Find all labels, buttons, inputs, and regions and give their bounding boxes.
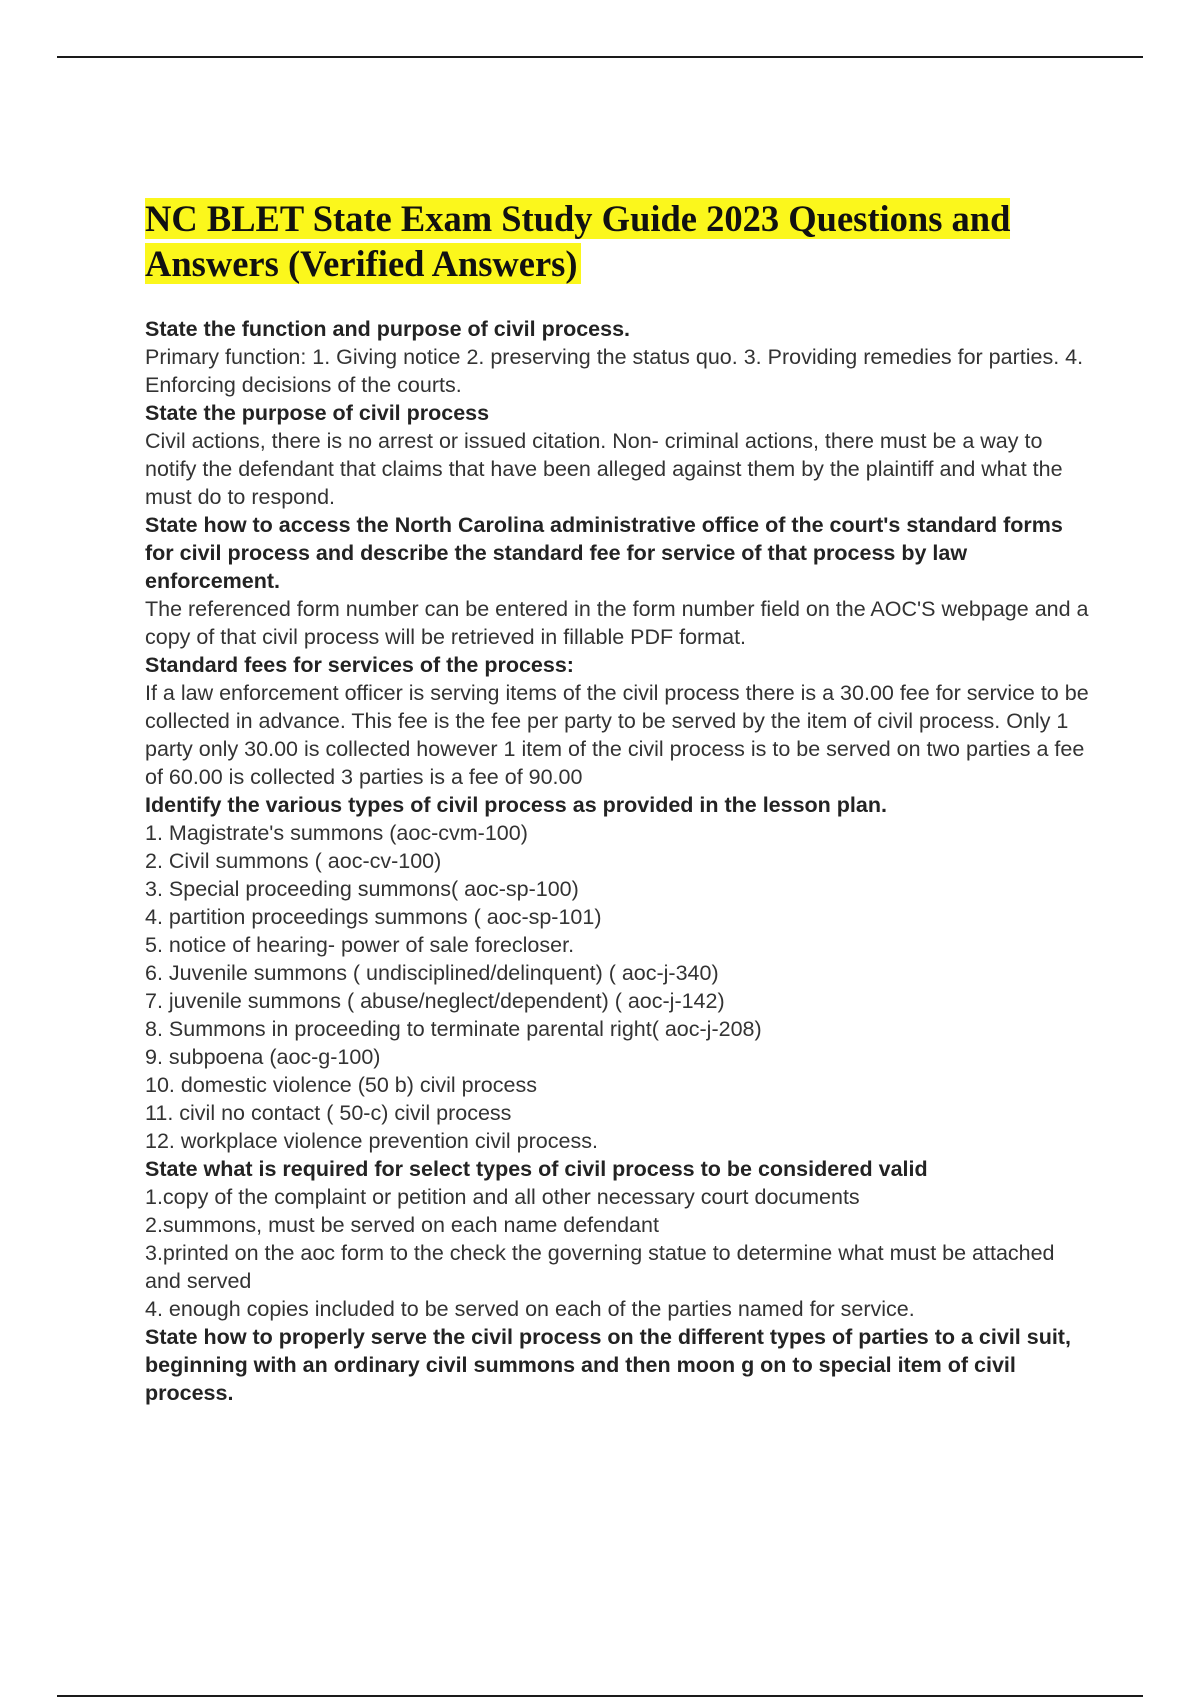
question-heading: Identify the various types of civil process as provided in the lesson plan. [145,793,887,817]
question-heading: Standard fees for services of the process: [145,653,574,677]
list-item: 12. workplace violence prevention civil process. [145,1129,598,1153]
document-title [145,196,1085,286]
question-heading: State the function and purpose of civil process. [145,317,631,341]
list-item: 2.summons, must be served on each name defendant [145,1213,659,1237]
answer-text: If a law enforcement officer is serving items of the civil process there is a 30.00 fee for service to be collected in advance. This fee is the fee per party to be served by the item of civil process. Only 1 party only 30.00 is collected however 1 item of the civil process is to be served on two parties a fee of 60.00 is collected 3 parties is a fee of 90.00 [145,681,1089,789]
list-item: 2. Civil summons ( aoc-cv-100) [145,849,442,873]
list-item: 3.printed on the aoc form to the check the governing statue to determine what must be attached and served [145,1241,1055,1293]
answer-text: Primary function: 1. Giving notice 2. preserving the status quo. 3. Providing remedies for parties. 4. Enforcing decisions of the courts. [145,345,1084,397]
list-item: 3. Special proceeding summons( aoc-sp-100) [145,877,579,901]
answer-text: Civil actions, there is no arrest or issued citation. Non- criminal actions, there must be a way to notify the defendant that claims that have been alleged against them by the plaintiff and what the must do to respond. [145,429,1063,509]
question-heading: State the purpose of civil process [145,401,490,425]
list-item: 6. Juvenile summons ( undisciplined/delinquent) ( aoc-j-340) [145,961,719,985]
list-item: 1. Magistrate's summons (aoc-cvm-100) [145,821,528,845]
answer-text: The referenced form number can be entered in the form number field on the AOC'S webpage and a copy of that civil process will be retrieved in fillable PDF format. [145,597,1089,649]
list-item: 1.copy of the complaint or petition and all other necessary court documents [145,1185,860,1209]
question-heading: State how to properly serve the civil process on the different types of parties to a civil suit, beginning with an ordinary civil summons and then moon g on to special item of civil process. [145,1325,1071,1405]
title-highlight: NC BLET State Exam Study Guide 2023 Questions and Answers (Verified Answers) [145,198,1011,284]
top-rule [57,56,1143,58]
document-body [145,315,1095,1407]
list-item: 9. subpoena (aoc-g-100) [145,1045,381,1069]
question-heading: State what is required for select types of civil process to be considered valid [145,1157,928,1181]
list-item: 5. notice of hearing- power of sale forecloser. [145,933,575,957]
list-item: 4. enough copies included to be served on each of the parties named for service. [145,1297,915,1321]
bottom-rule [57,1695,1143,1697]
list-item: 11. civil no contact ( 50-c) civil process [145,1101,512,1125]
list-item: 10. domestic violence (50 b) civil process [145,1073,537,1097]
list-item: 4. partition proceedings summons ( aoc-sp-101) [145,905,602,929]
question-heading: State how to access the North Carolina administrative office of the court's standard forms for civil process and describe the standard fee for service of that process by law enforcement. [145,513,1063,593]
list-item: 8. Summons in proceeding to terminate parental right( aoc-j-208) [145,1017,762,1041]
list-item: 7. juvenile summons ( abuse/neglect/dependent) ( aoc-j-142) [145,989,725,1013]
